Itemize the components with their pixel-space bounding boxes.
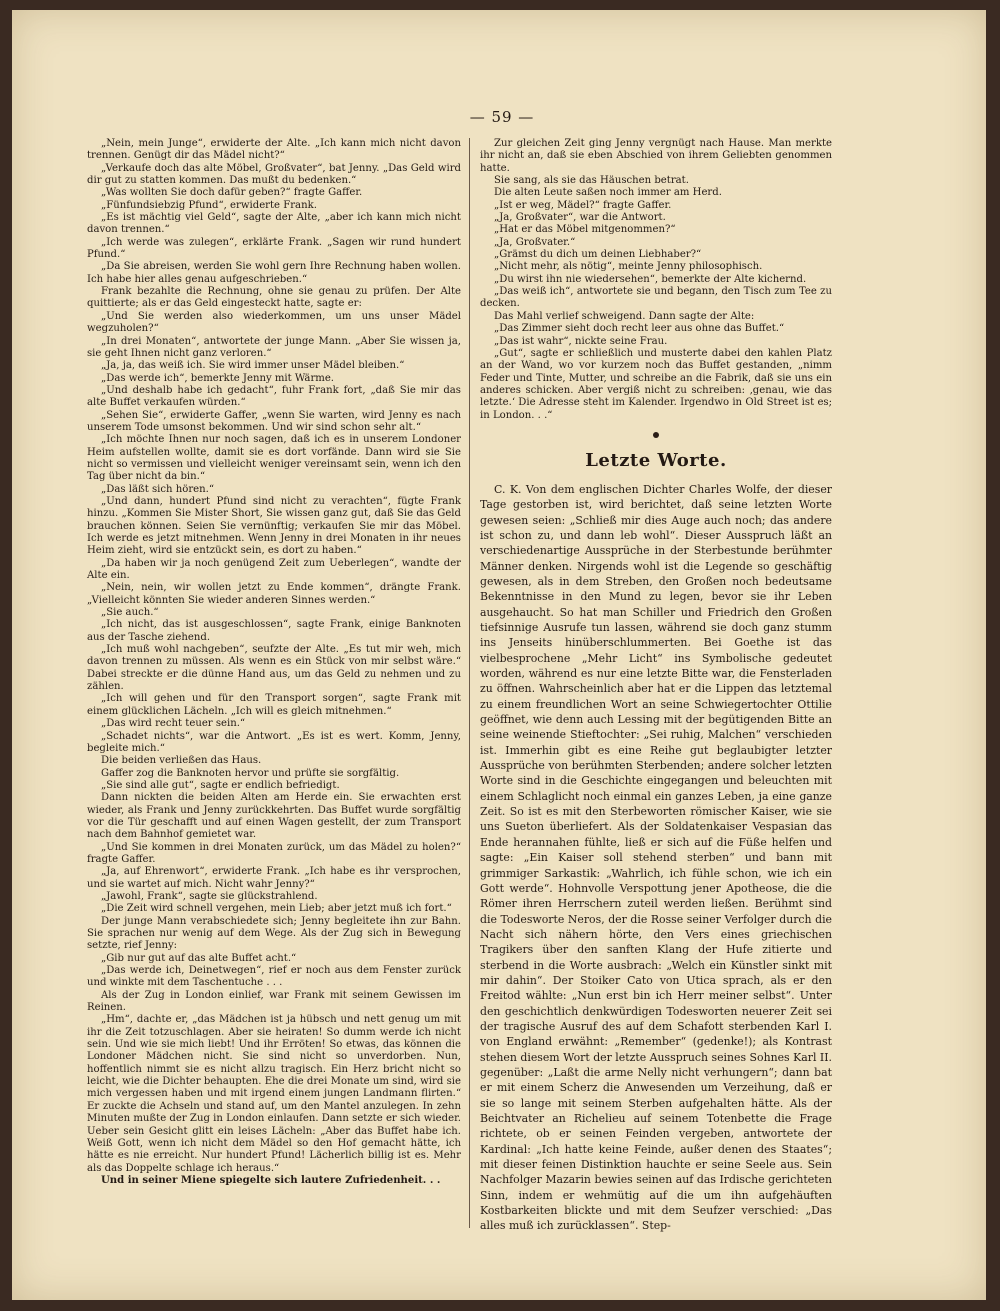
- story-paragraph: „Hat er das Möbel mitgenommen?“: [494, 224, 676, 236]
- story-paragraph: „Das ist wahr“, nickte seine Frau.: [494, 335, 668, 347]
- story-paragraph: „Und Sie werden also wiederkommen, um uns unser Mädel wegzuholen?“: [87, 310, 461, 335]
- story-paragraph: „Ich möchte Ihnen nur noch sagen, daß ich es in unserem Londoner Heim aufstellen wollte, damit sie es dort vorfände. Dann wird sie Sie nicht so vermissen und vielleicht weniger vereinsamt sein, wenn ich den Tag über nicht da bin.“: [87, 434, 461, 483]
- story-paragraph: „Gib nur gut auf das alte Buffet acht.“: [101, 952, 297, 964]
- story-paragraph: Die beiden verließen das Haus.: [101, 755, 262, 767]
- left-column: [87, 138, 461, 1187]
- story-paragraph: „Schadet nichts“, war die Antwort. „Es ist es wert. Komm, Jenny, begleite mich.“: [87, 730, 461, 754]
- story-paragraph: „Sie auch.“: [101, 607, 159, 619]
- story-paragraph: Dann nickten die beiden Alten am Herde ein. Sie erwachten erst wieder, als Frank und Jenny zurückkehrten. Das Buffet wurde sorgfältig vor die Tür geschafft und auf einen Wagen gestellt, der zum Transport nach dem Bahnhof gemietet war.: [87, 792, 461, 841]
- story-paragraph: „Sie sind alle gut“, sagte er endlich befriedigt.: [101, 779, 340, 791]
- story-paragraph: Und in seiner Miene spiegelte sich lautere Zufriedenheit. . .: [101, 1174, 441, 1186]
- story-paragraph: „Grämst du dich um deinen Liebhaber?“: [494, 249, 702, 261]
- story-paragraph: Die alten Leute saßen noch immer am Herd.: [494, 187, 722, 199]
- story-paragraph: „Das läßt sich hören.“: [101, 483, 214, 495]
- story-paragraph: „Und Sie kommen in drei Monaten zurück, um das Mädel zu holen?“ fragte Gaffer.: [87, 841, 461, 865]
- story-paragraph: „Sehen Sie“, erwiderte Gaffer, „wenn Sie warten, wird Jenny es nach unserem Tode umsonst bekommen. Und wir sind schon sehr alt.“: [87, 409, 461, 433]
- story-paragraph: „Ich muß wohl nachgeben“, seufzte der Alte. „Es tut mir weh, mich davon trennen zu müssen. Als wenn es ein Stück von mir selbst wäre.“ Dabei streckte er die dünne Hand aus, um das Geld zu nehmen und zu zählen.: [87, 644, 461, 693]
- story-paragraph: Zur gleichen Zeit ging Jenny vergnügt nach Hause. Man merkte ihr nicht an, daß sie eben Abschied von ihrem Geliebten genommen hatte.: [480, 138, 832, 174]
- story-paragraph: „Fünfundsiebzig Pfund“, erwiderte Frank.: [101, 199, 317, 211]
- story-paragraph: „Die Zeit wird schnell vergehen, mein Lieb; aber jetzt muß ich fort.“: [101, 903, 452, 915]
- story-paragraph: „Nein, nein, wir wollen jetzt zu Ende kommen“, drängte Frank. „Vielleicht könnten Sie wieder anderen Sinnes werden.“: [87, 582, 461, 606]
- story-paragraph: „Ich nicht, das ist ausgeschlossen“, sagte Frank, einige Banknoten aus der Tasche ziehend.: [87, 619, 461, 643]
- story-paragraph: „Gut“, sagte er schließlich und musterte dabei den kahlen Platz an der Wand, wo vor kurzem noch das Buffet gestanden, „nimm Feder und Tinte, Mutter, und schreibe an die Fabrik, daß sie uns ein anderes schicken. Aber vergiß nicht zu schreiben: ‚genau, wie das letzte.‘ Die Adresse steht im Kalender. Irgendwo in Old Street ist es; in London. . .“: [480, 347, 832, 421]
- story-paragraph: Sie sang, als sie das Häuschen betrat.: [494, 175, 689, 187]
- story-paragraph: „Was wollten Sie doch dafür geben?“ fragte Gaffer.: [101, 187, 363, 199]
- story-paragraph: Frank bezahlte die Rechnung, ohne sie genau zu prüfen. Der Alte quittierte; als er das Geld eingesteckt hatte, sagte er:: [87, 286, 461, 310]
- story-paragraph: „Und dann, hundert Pfund sind nicht zu verachten“, fügte Frank hinzu. „Kommen Sie Mister Short, Sie wissen ganz gut, daß Sie das Geld brauchen können. Seien Sie vernünftig; verkaufen Sie mir das Möbel. Ich werde es jetzt mitnehmen. Wenn Jenny in drei Monaten in ihr neues Heim zieht, wird sie entzückt sein, es dort zu haben.“: [87, 495, 461, 557]
- story-paragraph: „Ist er weg, Mädel?“ fragte Gaffer.: [494, 199, 672, 211]
- story-paragraph: „Das Zimmer sieht doch recht leer aus ohne das Buffet.“: [494, 323, 785, 335]
- story-paragraph: „Das werde ich“, bemerkte Jenny mit Wärme.: [101, 372, 335, 384]
- story-paragraph: „In drei Monaten“, antwortete der junge Mann. „Aber Sie wissen ja, sie geht Ihnen nicht ganz verloren.“: [87, 335, 461, 359]
- story-paragraph: Das Mahl verlief schweigend. Dann sagte der Alte:: [494, 310, 755, 322]
- story-paragraph: „Ja, ja, das weiß ich. Sie wird immer unser Mädel bleiben.“: [101, 360, 405, 372]
- newspaper-page: [12, 10, 986, 1300]
- story-paragraph: „Verkaufe doch das alte Möbel, Großvater“, bat Jenny. „Das Geld wird dir gut zu statten kommen. Das mußt du bedenken.“: [87, 162, 461, 187]
- story-paragraph: „Ja, Großvater.“: [494, 236, 576, 248]
- article-body: [480, 482, 832, 1234]
- story-paragraph: „Ja, auf Ehrenwort“, erwiderte Frank. „Ich habe es ihr versprochen, und sie wartet auf mich. Nicht wahr Jenny?“: [87, 866, 461, 890]
- story-paragraph: „Da haben wir ja noch genügend Zeit zum Ueberlegen“, wandte der Alte ein.: [87, 557, 461, 582]
- story-paragraph: „Ich will gehen und für den Transport sorgen“, sagte Frank mit einem glücklichen Lächeln. „Ich will es gleich mitnehmen.“: [87, 693, 461, 717]
- story-paragraph: „Das wird recht teuer sein.“: [101, 718, 246, 730]
- right-column: [480, 138, 832, 1234]
- story-paragraph: „Ja, Großvater“, war die Antwort.: [494, 212, 666, 224]
- article-title: Letzte Worte.: [585, 449, 727, 471]
- page-number: — 59 —: [469, 108, 535, 126]
- story-paragraph: „Du wirst ihn nie wiedersehen“, bemerkte der Alte kichernd.: [494, 273, 807, 285]
- story-paragraph: Gaffer zog die Banknoten hervor und prüfte sie sorgfältig.: [101, 767, 400, 779]
- story-paragraph: Der junge Mann verabschiedete sich; Jenny begleitete ihn zur Bahn. Sie sprachen nur wenig auf dem Wege. Als der Zug sich in Bewegung setzte, rief Jenny:: [87, 915, 461, 952]
- story-paragraph: „Jawohl, Frank“, sagte sie glückstrahlend.: [101, 890, 318, 902]
- story-paragraph: „Nein, mein Junge“, erwiderte der Alte. „Ich kann mich nicht davon trennen. Genügt dir das Mädel nicht?“: [87, 138, 461, 162]
- column-divider: [469, 138, 470, 1228]
- story-continuation: [480, 138, 832, 422]
- story-paragraph: „Es ist mächtig viel Geld“, sagte der Alte, „aber ich kann mich nicht davon trennen.“: [87, 212, 461, 236]
- section-separator-dot: [653, 432, 659, 438]
- article-paragraph: C. K. Von dem englischen Dichter Charles Wolfe, der dieser Tage gestorben ist, wird berichtet, daß seine letzten Worte gewesen seien: „Schließ mir dies Auge auch noch; das andere ist schon zu, und dann leb wohl“. Dieser Ausspruch läßt an verschiedenartige Aussprüche in der Sterbestunde berühmter Männer denken. Nirgends wohl ist die Legende so geschäftig gewesen, als in dem Streben, den Großen noch bedeutsame Bekenntnisse in den Mund zu legen, bevor sie ihr Leben ausgehaucht. So hat man Schiller und Friedrich den Großen tiefsinnige Ausrufe tun lassen, während sie doch ganz stumm ins Jenseits hinüberschlummerten. Bei Goethe ist das vielbesprochene „Mehr Licht“ ins Symbolische gedeutet worden, während es nur eine letzte Bitte war, die Fensterladen zu öffnen. Wahrscheinlich aber hat er die Lippen das letztemal zu einem freundlichen Wort an seine Schwiegertochter Ottilie geöffnet, wie denn auch Lessing mit der begütigenden Bitte an seine weinende Stieftochter: „Sei ruhig, Malchen“ verschieden ist. Immerhin gibt es eine Reihe gut beglaubigter letzter Aussprüche von berühmten Sterbenden; andere solcher letzten Worte sind in die Geschichte eingegangen und beleuchten mit einem Schlaglicht noch einmal ein ganzes Leben, ja eine ganze Zeit. So ist es mit den Sterbeworten römischer Kaiser, wie sie uns Sueton überliefert. Als der Soldatenkaiser Vespasian das Ende herannahen fühlte, ließ er sich auf die Füße helfen und sagte: „Ein Kaiser soll stehend sterben“ und bann mit grimmiger Sarkastik: „Wahrlich, ich fühle schon, wie ich ein Gott werde“. Hohnvolle Verspottung jener Apotheose, die die Römer ihren Herrschern zuteil werden ließen. Berühmt sind die Todesworte Neros, der die Rosse seiner Verfolger durch die Nacht sich nähern hörte, den Vers eines griechischen Tragikers über den sanften Klang der Hufe zitierte und sterbend in die Worte ausbrach: „Welch ein Künstler sinkt mit mir dahin“. Der Stoiker Cato von Utica sprach, als er den Freitod wählte: „Nun erst bin ich Herr meiner selbst“. Unter den geschichtlich denkwürdigen Todesworten neuerer Zeit sei der tragische Ausruf des auf dem Schafott sterbenden Karl I. von England erwähnt: „Remember“ (gedenke!); als Kontrast stehen diesem Wort der letzte Ausspruch seines Sohnes Karl II. gegenüber: „Laßt die arme Nelly nicht verhungern“; dann bat er mit einem Scherz die Anwesenden um Verzeihung, daß er sie so lange mit seinem Sterben aufgehalten hätte. Als der Beichtvater an Richelieu auf seinem Totenbette die Frage richtete, ob er seinen Feinden vergeben, antwortete der Kardinal: „Ich hatte keine Feinde, außer denen des Staates“; mit dieser feinen Distinktion hauchte er seine Seele aus. Sein Nachfolger Mazarin bewies seinen auf das Irdische gerichteten Sinn, indem er wehmütig auf die um ihn aufgehäuften Kostbarkeiten blickte und mit dem Seufzer verschied: „Das alles muß ich zurücklassen“. Step-: [480, 482, 832, 1233]
- story-paragraph: „Da Sie abreisen, werden Sie wohl gern Ihre Rechnung haben wollen. Ich habe hier alles genau aufgeschrieben.“: [87, 261, 461, 285]
- story-paragraph: „Das werde ich, Deinetwegen“, rief er noch aus dem Fenster zurück und winkte mit dem Taschentuche . . .: [87, 965, 461, 989]
- story-paragraph: „Nicht mehr, als nötig“, meinte Jenny philosophisch.: [494, 261, 763, 273]
- story-paragraph: „Und deshalb habe ich gedacht“, fuhr Frank fort, „daß Sie mir das alte Buffet verkaufen würden.“: [87, 384, 461, 409]
- story-paragraph: „Ich werde was zulegen“, erklärte Frank. „Sagen wir rund hundert Pfund.“: [87, 236, 461, 261]
- story-paragraph: „Hm“, dachte er, „das Mädchen ist ja hübsch und nett genug um mit ihr die Zeit totzuschlagen. Aber sie heiraten! So dumm werde ich nicht sein. Und wie sie mich liebt! Und ihr Erröten! So etwas, das können die Londoner Mädchen nicht. Sie sind nicht so unverdorben. Nun, hoffentlich nimmt sie es nicht allzu tragisch. Ein Herz bricht nicht so leicht, wie die Dichter behaupten. Ehe die drei Monate um sind, wird sie mich vergessen haben und mit irgend einem jungen Landmann flirten.“ Er zuckte die Achseln und stand auf, um den Mantel anzulegen. In zehn Minuten mußte der Zug in London einlaufen. Dann setzte er sich wieder. Ueber sein Gesicht glitt ein leises Lächeln: „Aber das Buffet habe ich. Weiß Gott, wenn ich nicht dem Mädel so den Hof gemacht hätte, ich hätte es nie erreicht. Nur hundert Pfund! Lächerlich billig ist es. Mehr als das Doppelte schlage ich heraus.“: [87, 1014, 461, 1174]
- story-paragraph: Als der Zug in London einlief, war Frank mit seinem Gewissen im Reinen.: [87, 989, 461, 1014]
- story-paragraph: „Das weiß ich“, antwortete sie und begann, den Tisch zum Tee zu decken.: [480, 286, 832, 310]
